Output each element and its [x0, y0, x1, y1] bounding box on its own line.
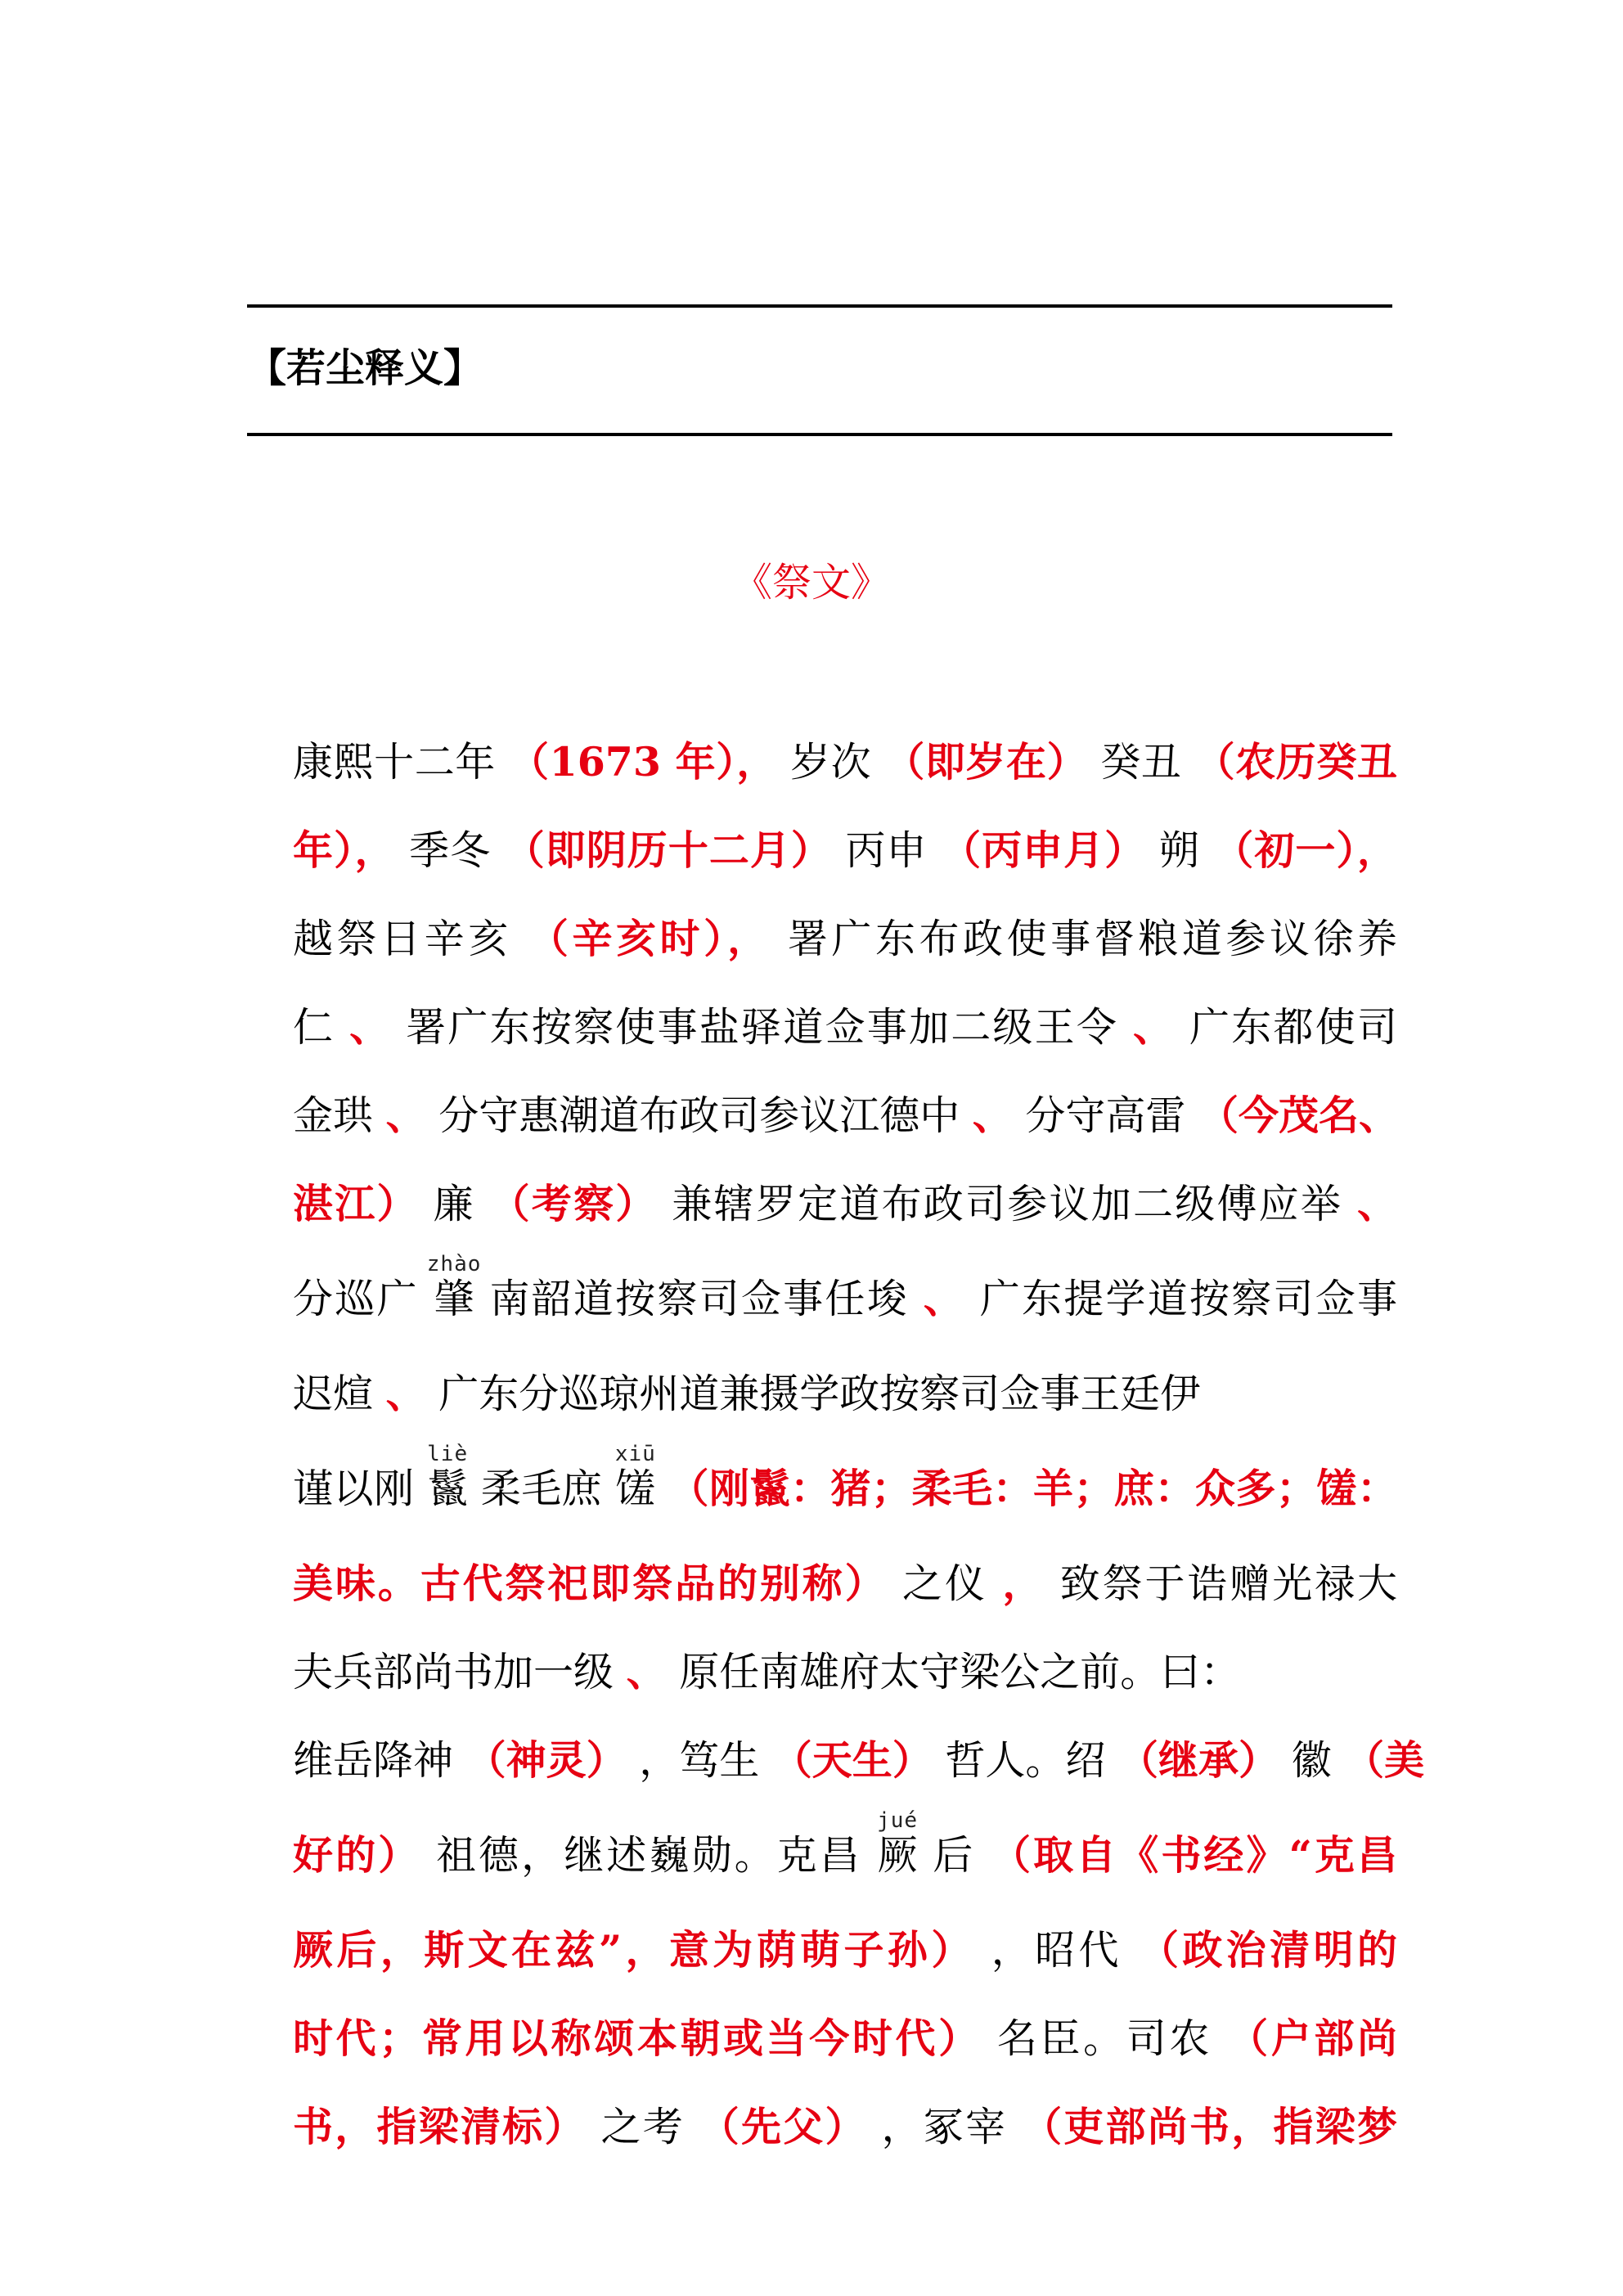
- text-line: [293, 2082, 1397, 2171]
- annotation-text: （即岁在）: [884, 738, 1088, 786]
- pinyin: liè: [427, 1442, 469, 1466]
- source-text: ，昭代: [991, 1927, 1122, 1974]
- pinyin-char: 馐xiū: [614, 1442, 656, 1512]
- source-text: 维岳降神: [293, 1737, 454, 1784]
- annotation-text: 年），: [293, 826, 396, 874]
- text-line: [293, 1248, 1397, 1349]
- annotation-text: （考察）: [489, 1180, 658, 1227]
- annotation-text: 、: [385, 1370, 426, 1417]
- annotation-text: 湛江）: [293, 1180, 419, 1227]
- annotation-text: （辛亥时），: [528, 915, 771, 962]
- annotation-text: 好的）: [293, 1831, 421, 1879]
- annotation-text: 、: [349, 1003, 392, 1051]
- annotation-text: 、: [626, 1648, 667, 1695]
- text-line: [293, 1539, 1397, 1627]
- source-text: 之考: [600, 2104, 685, 2150]
- source-text: 哲人。绍: [945, 1737, 1106, 1784]
- source-text: 之仪: [902, 1560, 987, 1607]
- source-text: 廉: [433, 1181, 475, 1227]
- source-text: 南韶道按察司佥事任埈: [489, 1276, 909, 1322]
- source-text: 广东分巡琼州道兼摄学政按察司佥事王廷伊: [438, 1371, 1201, 1417]
- annotation-text: （天生）: [771, 1736, 933, 1784]
- source-text: 广东都使司: [1189, 1004, 1397, 1051]
- text-line: [293, 1438, 1397, 1539]
- source-text: 兼辖罗定道布政司参议加二级傅应举: [672, 1181, 1343, 1227]
- title-text: 《祭文》: [732, 560, 890, 606]
- top-rule: [247, 304, 1392, 308]
- text-line: [293, 1349, 1397, 1438]
- annotation-text: 、: [385, 1092, 426, 1139]
- annotation-text: （农历癸丑: [1194, 738, 1397, 786]
- text-line: [293, 1906, 1397, 1994]
- annotation-text: （美: [1344, 1736, 1425, 1784]
- source-text: 致祭于诰赠光禄大: [1059, 1560, 1397, 1607]
- pinyin-char: 厥jué: [877, 1808, 919, 1879]
- source-text: 分巡广: [293, 1276, 419, 1322]
- source-text: 癸丑: [1100, 739, 1182, 786]
- annotation-text: 、: [923, 1275, 965, 1322]
- source-text: 分守惠潮道布政司参议江德中: [438, 1092, 960, 1139]
- annotation-text: （初一），: [1213, 826, 1397, 874]
- source-text: 后: [933, 1832, 976, 1879]
- source-text: 仁: [293, 1004, 335, 1051]
- text-line: [293, 1071, 1397, 1159]
- source-text: 署广东按察使事盐驿道佥事加二级王令: [406, 1004, 1119, 1051]
- source-text: 分守高雷: [1025, 1092, 1186, 1139]
- source-text: 署广东布政使事督粮道参议徐养: [787, 916, 1397, 962]
- text-line: [293, 1994, 1397, 2082]
- source-text: 朔: [1158, 827, 1200, 874]
- source-text: 金珙: [293, 1092, 374, 1139]
- annotation-text: 美味。古代祭祀即祭品的别称）: [293, 1560, 888, 1607]
- annotation-text: （取自《书经》“克昌: [990, 1831, 1397, 1879]
- source-text: 迟煊: [293, 1371, 374, 1417]
- pinyin: zhào: [426, 1252, 482, 1276]
- text-line: [293, 718, 1397, 806]
- text-line: [293, 1716, 1425, 1804]
- annotation-text: ，: [1002, 1560, 1045, 1607]
- annotation-text: （刚鬣：猪；柔毛：羊；庶：众多；馐：: [668, 1465, 1397, 1512]
- annotation-text: 时代；常用以称颂本朝或当今时代）: [293, 2015, 982, 2062]
- annotation-text: （政治清明的: [1138, 1926, 1397, 1974]
- annotation-text: （丙申月）: [941, 826, 1146, 874]
- pinyin: jué: [877, 1808, 919, 1833]
- source-text: 名臣。司农: [996, 2015, 1212, 2062]
- document-title: [0, 550, 1623, 615]
- annotation-text: （户部尚: [1228, 2015, 1397, 2062]
- source-text: 越祭日辛亥: [293, 916, 512, 962]
- source-text: 祖德，继述巍勋。克昌: [435, 1832, 862, 1879]
- source-text: 丙申: [845, 827, 928, 874]
- source-text: 原任南雄府太守梁公之前。曰：: [679, 1649, 1241, 1695]
- source-text: 夫兵部尚书加一级: [293, 1649, 614, 1695]
- annotation-text: 、: [1132, 1003, 1176, 1051]
- annotation-text: （即阴历十二月）: [504, 826, 832, 874]
- body-text: [293, 718, 1425, 2171]
- annotation-text: （今茂名、: [1198, 1092, 1399, 1139]
- text-line: [293, 806, 1397, 894]
- annotation-text: 书，指梁清标）: [293, 2103, 587, 2150]
- source-text: 广东提学道按察司佥事: [979, 1276, 1397, 1322]
- annotation-text: （1673 年），: [509, 738, 777, 786]
- pinyin: xiū: [614, 1442, 656, 1466]
- text-line: [293, 1159, 1397, 1248]
- annotation-text: （吏部尚书，指梁梦: [1022, 2103, 1397, 2150]
- text-line: [293, 983, 1397, 1071]
- bottom-rule: [247, 433, 1392, 436]
- source-text: 岁次: [790, 739, 872, 786]
- text-line: [293, 1627, 1397, 1716]
- source-text: 谨以刚: [293, 1465, 415, 1512]
- section-label: 【若尘释义】: [247, 345, 483, 391]
- pinyin-char: 鬣liè: [427, 1442, 469, 1512]
- annotation-text: 、: [1356, 1180, 1397, 1227]
- annotation-text: （继承）: [1117, 1736, 1279, 1784]
- source-text: 康熙十二年: [293, 739, 496, 786]
- source-text: 柔毛庶: [480, 1465, 603, 1512]
- source-text: ，笃生: [639, 1737, 760, 1784]
- annotation-text: 、: [972, 1092, 1013, 1139]
- annotation-text: 厥后，斯文在兹”，意为荫萌子孙）: [293, 1926, 975, 1974]
- text-line: [293, 894, 1397, 983]
- source-text: 季冬: [409, 827, 492, 874]
- annotation-text: （先父）: [699, 2103, 867, 2150]
- source-text: ，冢宰: [881, 2104, 1008, 2150]
- source-text: 徽: [1291, 1737, 1332, 1784]
- text-line: [293, 1804, 1397, 1906]
- annotation-text: （神灵）: [465, 1736, 627, 1784]
- pinyin-char: 肇zhào: [426, 1252, 482, 1322]
